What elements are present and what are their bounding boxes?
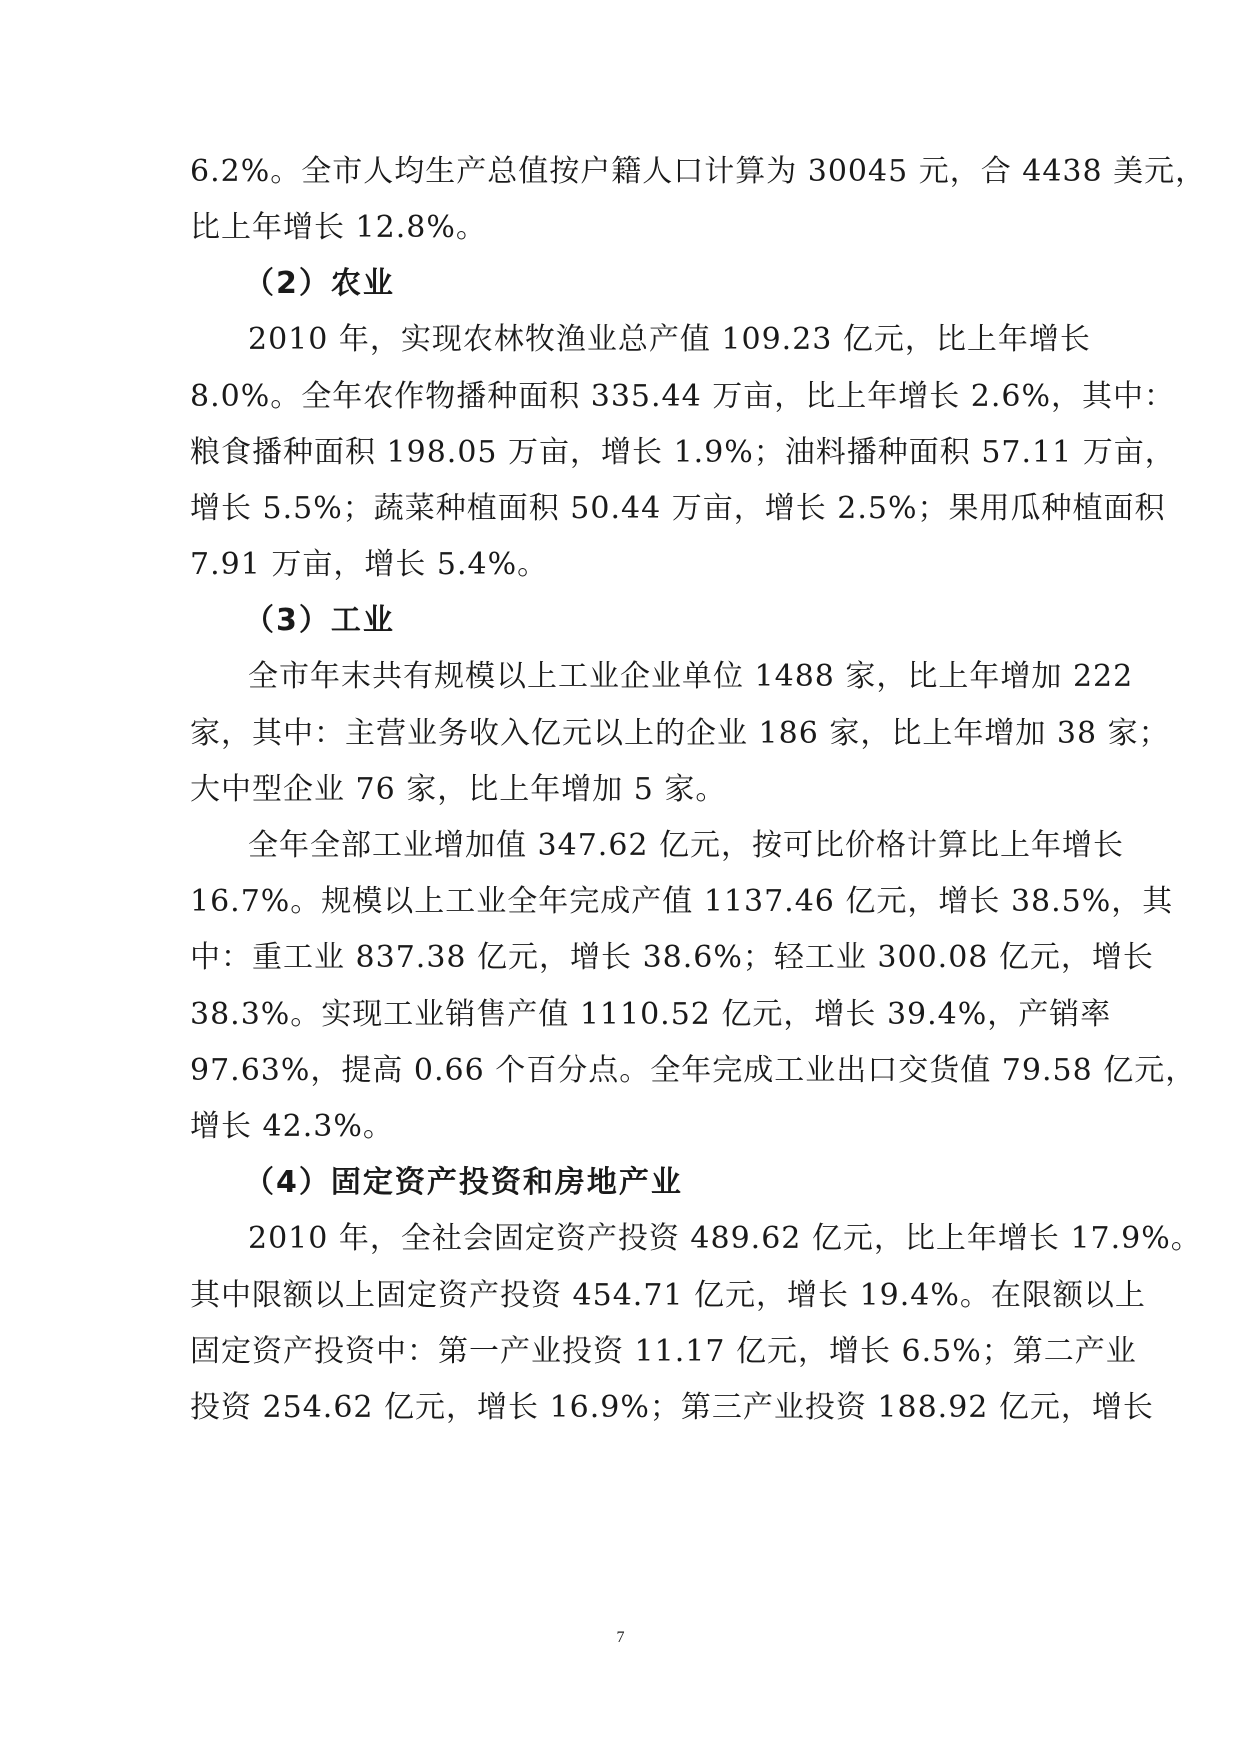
text-line: 8.0%。全年农作物播种面积 335.44 万亩，比上年增长 2.6%，其中： (190, 379, 1176, 414)
text-line: 粮食播种面积 198.05 万亩，增长 1.9%；油料播种面积 57.11 万亩， (190, 435, 1176, 470)
text-line: 增长 42.3%。 (190, 1109, 394, 1144)
text-line: 2010 年，全社会固定资产投资 489.62 亿元，比上年增长 17.9%。 (248, 1221, 1202, 1256)
text-line: 大中型企业 76 家，比上年增加 5 家。 (190, 772, 727, 807)
text-line: 中：重工业 837.38 亿元，增长 38.6%；轻工业 300.08 亿元，增长 (190, 940, 1154, 975)
text-line: 固定资产投资中：第一产业投资 11.17 亿元，增长 6.5%；第二产业 (190, 1334, 1137, 1369)
text-line: 7.91 万亩，增长 5.4%。 (190, 547, 549, 582)
text-line: 全年全部工业增加值 347.62 亿元，按可比价格计算比上年增长 (248, 828, 1125, 863)
text-line: 16.7%。规模以上工业全年完成产值 1137.46 亿元，增长 38.5%，其 (190, 884, 1174, 919)
text-line: 2010 年，实现农林牧渔业总产值 109.23 亿元，比上年增长 (248, 322, 1091, 357)
page-number: 7 (616, 1629, 625, 1646)
text-line: 家，其中：主营业务收入亿元以上的企业 186 家，比上年增加 38 家； (190, 716, 1170, 751)
text-line: 增长 5.5%；蔬菜种植面积 50.44 万亩，增长 2.5%；果用瓜种植面积 (190, 491, 1166, 526)
section-heading-investment: （4）固定资产投资和房地产业 (244, 1165, 683, 1200)
text-line: 投资 254.62 亿元，增长 16.9%；第三产业投资 188.92 亿元，增长 (190, 1390, 1154, 1425)
section-heading-agriculture: （2）农业 (244, 266, 395, 301)
text-line: 其中限额以上固定资产投资 454.71 亿元，增长 19.4%。在限额以上 (190, 1278, 1146, 1313)
text-line: 全市年末共有规模以上工业企业单位 1488 家，比上年增加 222 (248, 659, 1134, 694)
text-line: 比上年增长 12.8%。 (190, 210, 487, 245)
text-line: 38.3%。实现工业销售产值 1110.52 亿元，增长 39.4%，产销率 (190, 997, 1112, 1032)
section-heading-industry: （3）工业 (244, 603, 395, 638)
text-line: 97.63%，提高 0.66 个百分点。全年完成工业出口交货值 79.58 亿元， (190, 1053, 1197, 1088)
text-line: 6.2%。全市人均生产总值按户籍人口计算为 30045 元，合 4438 美元， (190, 154, 1207, 189)
